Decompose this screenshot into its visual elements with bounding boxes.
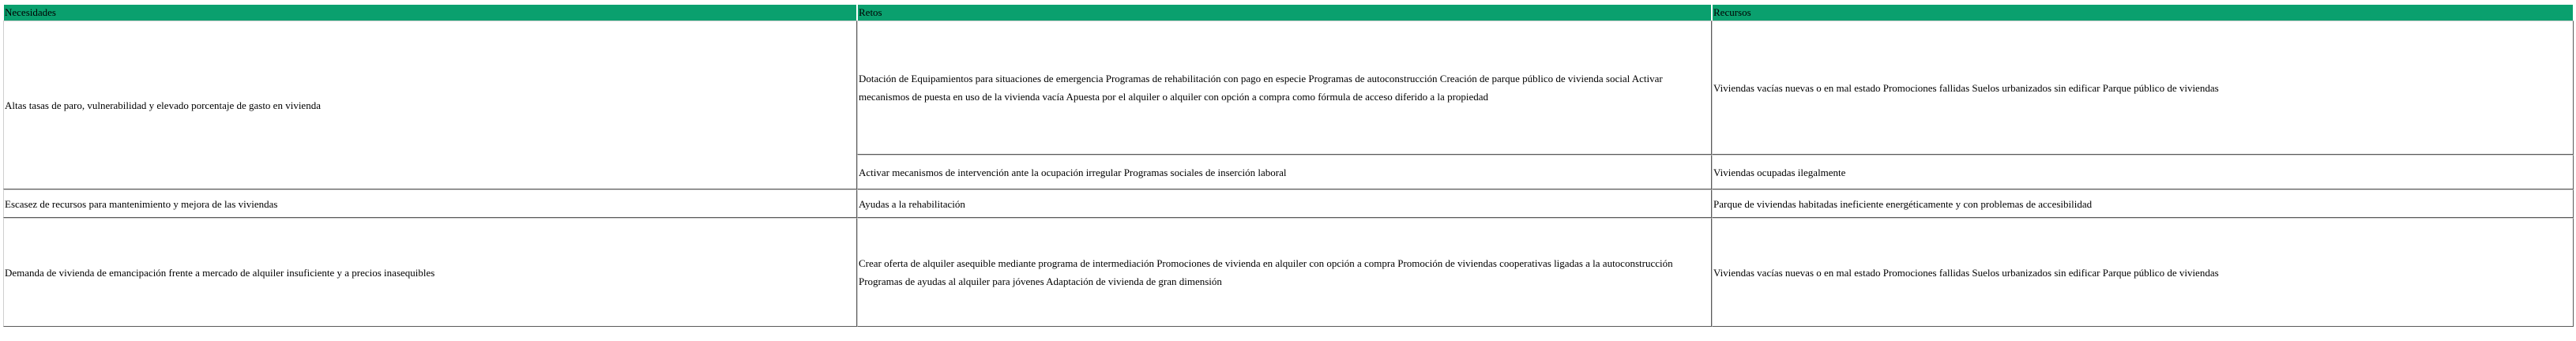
cell-necesidad: Escasez de recursos para mantenimiento y mejora de las viviendas bbox=[3, 189, 857, 218]
cell-recurso: Parque de viviendas habitadas ineficiente energéticamente y con problemas de accesibilidad bbox=[1712, 189, 2574, 218]
table-row bbox=[3, 21, 2574, 155]
cell-recurso: Viviendas vacías nuevas o en mal estado Promociones fallidas Suelos urbanizados sin edificar Parque público de viviendas bbox=[1712, 218, 2574, 327]
header-necesidades: Necesidades bbox=[3, 5, 857, 21]
needs-table bbox=[3, 5, 2574, 327]
table-body bbox=[3, 21, 2574, 327]
header-recursos: Recursos bbox=[1712, 5, 2574, 21]
cell-reto: Ayudas a la rehabilitación bbox=[857, 189, 1712, 218]
header-retos: Retos bbox=[857, 5, 1712, 21]
table-row bbox=[3, 218, 2574, 327]
cell-necesidad: Altas tasas de paro, vulnerabilidad y elevado porcentaje de gasto en vivienda bbox=[3, 21, 857, 189]
header-row bbox=[3, 5, 2574, 21]
cell-recurso: Viviendas vacías nuevas o en mal estado Promociones fallidas Suelos urbanizados sin edificar Parque público de viviendas bbox=[1712, 21, 2574, 155]
cell-reto: Dotación de Equipamientos para situaciones de emergencia Programas de rehabilitación con pago en especie Programas de autoconstrucción Creación de parque público de vivienda social Activar mecanismos de puesta en uso de la vivienda vacía Apuesta por el alquiler o alquiler con opción a compra como fórmula de acceso diferido a la propiedad bbox=[857, 21, 1712, 155]
table-header bbox=[3, 5, 2574, 21]
cell-recurso: Viviendas ocupadas ilegalmente bbox=[1712, 155, 2574, 189]
cell-reto: Crear oferta de alquiler asequible mediante programa de intermediación Promociones de vivienda en alquiler con opción a compra Promoción de viviendas cooperativas ligadas a la autoconstrucción Programas de ayudas al alquiler para jóvenes Adaptación de vivienda de gran dimensión bbox=[857, 218, 1712, 327]
table-row bbox=[3, 189, 2574, 218]
cell-necesidad: Demanda de vivienda de emancipación frente a mercado de alquiler insuficiente y a precios inasequibles bbox=[3, 218, 857, 327]
cell-reto: Activar mecanismos de intervención ante la ocupación irregular Programas sociales de inserción laboral bbox=[857, 155, 1712, 189]
